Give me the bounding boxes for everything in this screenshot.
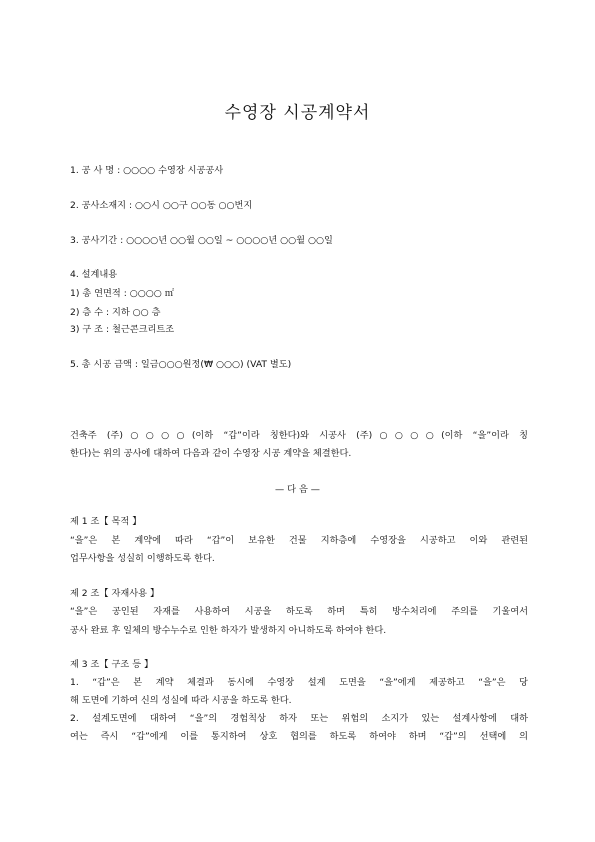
item-design-heading: 4. 설계내용 [70, 269, 118, 280]
preamble-line: 한다)는 위의 공사에 대하여 다음과 같이 수영장 시공 계약을 체결한다. [70, 448, 352, 459]
document-title: 수영장 시공계약서 [224, 103, 371, 123]
article-3-heading: 제 3 조【 구조 등 】 [70, 659, 154, 670]
item-total-amount: 5. 총 시공 금액 : 일금○○○원정(₩ ○○○) (VAT 별도) [70, 359, 292, 370]
article-1-line: 업무사항을 성실히 이행하도록 한다. [70, 553, 215, 564]
article-2-heading: 제 2 조【 자재사용 】 [70, 588, 160, 599]
article-1-line: “을”은 본 계약에 따라 “갑”이 보유한 건물 지하층에 수영장을 시공하고 이와 관련된 [70, 535, 528, 546]
item-project-period: 3. 공사기간 : ○○○○년 ○○월 ○○일 ~ ○○○○년 ○○월 ○○일 [70, 235, 333, 246]
article-1-heading: 제 1 조【 목적 】 [70, 516, 142, 527]
item-design-floors: 2) 층 수 : 지하 ○○ 층 [70, 307, 161, 318]
preamble-line: 건축주 (주)○○○○(이하 “갑”이라 칭한다)와 시공사 (주)○○○○(이하 “을”이라 칭 [70, 430, 528, 441]
item-design-floor-area: 1) 총 연면적 : ○○○○ ㎡ [70, 288, 174, 299]
article-3-line: 여는 즉시 “갑”에게 이를 통지하여 상호 협의를 하도록 하여야 하며 “갑”의 선택에 의 [70, 731, 528, 742]
article-2-line: 공사 완료 후 일체의 방수누수로 인한 하자가 발생하지 아니하도록 하여야 한다. [70, 625, 387, 636]
article-2-line: “을”은 공인된 자재를 사용하여 시공을 하도록 하며 특히 방수처리에 주의를 기울여서 [70, 606, 528, 617]
item-project-name: 1. 공 사 명 : ○○○○ 수영장 시공공사 [70, 165, 224, 176]
article-3-line: 1. “갑”은 본 계약 체결과 동시에 수영장 설계 도면을 “을”에게 제공하고 “을”은 당 [70, 677, 528, 688]
divider-heading: — 다 음 — [275, 484, 320, 495]
article-3-line: 2. 설계도면에 대하여 “을”의 경험칙상 하자 또는 위험의 소지가 있는 설계사항에 대하 [70, 713, 528, 724]
item-project-location: 2. 공사소재지 : ○○시 ○○구 ○○동 ○○번지 [70, 200, 253, 211]
article-3-line: 해 도면에 기하여 신의 성실에 따라 시공을 하도록 한다. [70, 695, 292, 706]
item-design-structure: 3) 구 조 : 철근콘크리트조 [70, 324, 175, 335]
